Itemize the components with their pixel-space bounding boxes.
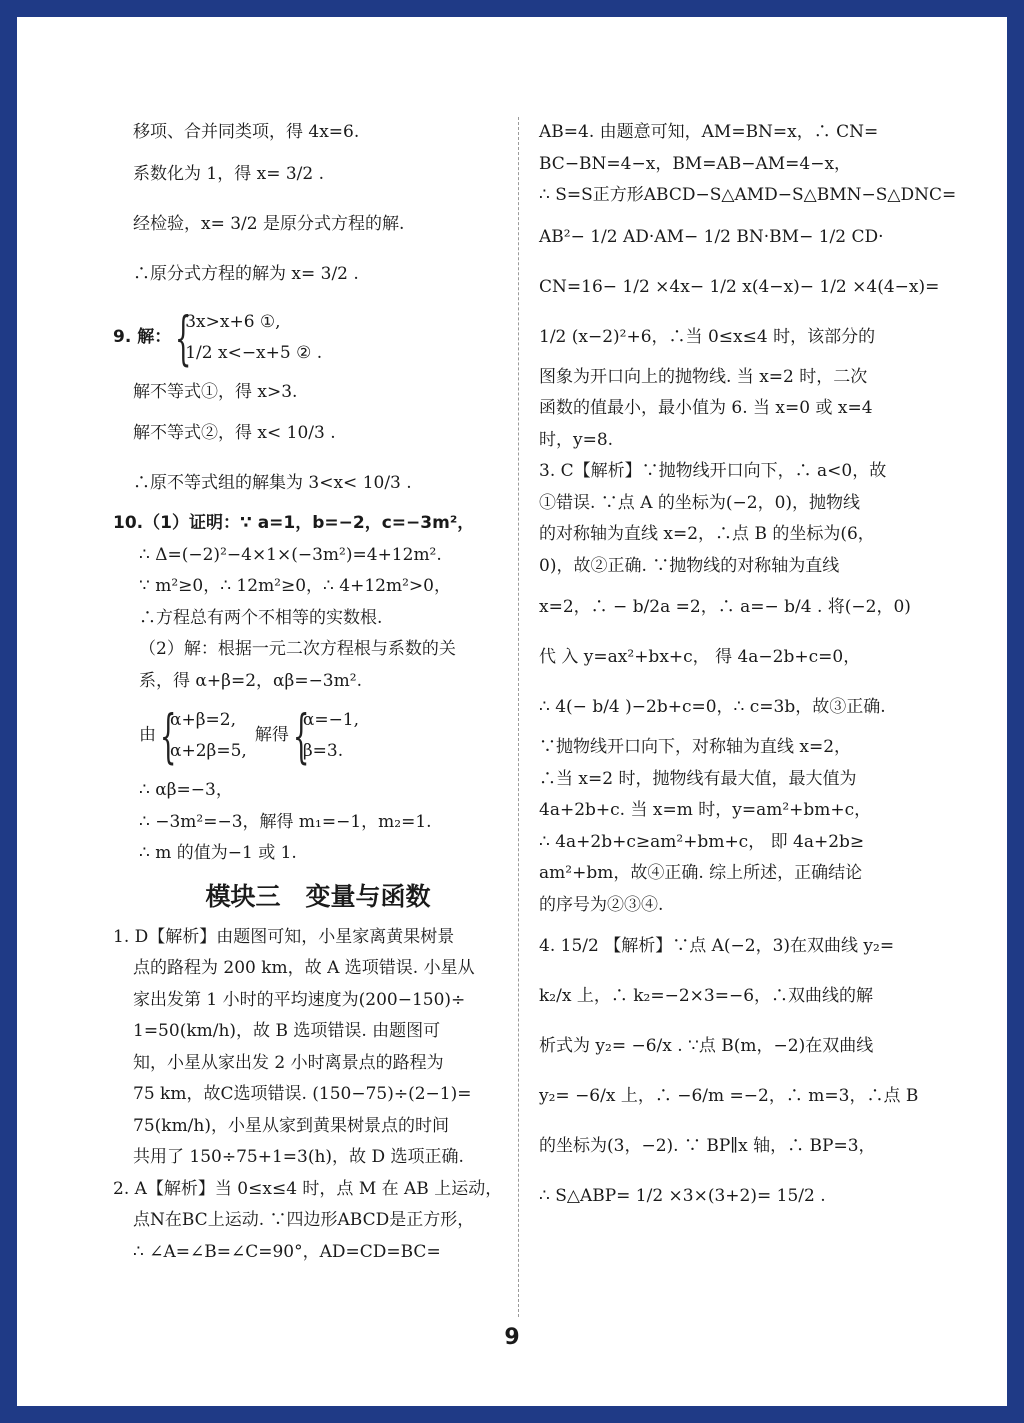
text-line: 4a+2b+c. 当 x=m 时，y=am²+bm+c， [539, 800, 872, 820]
text-line: ∴原分式方程的解为 x= 3/2 . [133, 263, 359, 284]
text-line: y₂= −6/x 上，∴ −6/m =−2，∴ m=3，∴点 B [539, 1086, 919, 1106]
text-line: ∴ S=S正方形ABCD−S△AMD−S△BMN−S△DNC= [539, 185, 957, 205]
text-line: ∴ ∠A=∠B=∠C=90°，AD=CD=BC= [133, 1241, 441, 1262]
system-line: 3x>x+6 ①, [185, 311, 281, 332]
text-line: 析式为 y₂= −6/x . ∵点 B(m，−2)在双曲线 [539, 1036, 874, 1056]
text-line: ∴ Δ=(−2)²−4×1×(−3m²)=4+12m². [139, 544, 442, 565]
brace-icon: { [292, 702, 310, 770]
system-line: α+2β=5, [170, 741, 247, 761]
system-line: 1/2 x<−x+5 ② . [185, 342, 323, 363]
system-line: β=3. [302, 741, 344, 761]
text-line: 1=50(km/h)，故 B 选项错误. 由题图可 [133, 1021, 441, 1041]
text-line: 系数化为 1，得 x= 3/2 . [133, 163, 325, 184]
text-line: ∴ αβ=−3， [139, 780, 233, 800]
text-line: k₂/x 上，∴ k₂=−2×3=−6，∴双曲线的解 [539, 986, 874, 1006]
text-line: 解不等式①，得 x>3. [133, 381, 298, 402]
text-line: ∵ m²≥0，∴ 12m²≥0，∴ 4+12m²>0， [139, 576, 451, 596]
page [17, 17, 1007, 1406]
text-line: 4. 15/2 【解析】∵点 A(−2，3)在双曲线 y₂= [539, 936, 895, 956]
text-line: 2. A【解析】当 0≤x≤4 时，点 M 在 AB 上运动， [113, 1178, 503, 1199]
text-line: 共用了 150÷75+1=3(h)，故 D 选项正确. [133, 1147, 464, 1167]
text-line: 函数的值最小，最小值为 6. 当 x=0 或 x=4 [539, 398, 873, 418]
question-label: 9. 解： [113, 326, 172, 347]
column-divider [518, 117, 519, 1317]
q10-system [113, 701, 503, 771]
text-line: ∵抛物线开口向下，对称轴为直线 x=2， [539, 737, 852, 757]
text-line: 1/2 (x−2)²+6，∴当 0≤x≤4 时，该部分的 [539, 326, 876, 347]
text-line: ∴ 4(− b/4 )−2b+c=0，∴ c=3b，故③正确. [539, 697, 886, 717]
system-mid: 解得 [254, 725, 289, 746]
text-line: 的对称轴为直线 x=2，∴点 B 的坐标为(6， [539, 524, 875, 544]
text-line: AB=4. 由题意可知，AM=BN=x，∴ CN= [539, 122, 879, 142]
text-line: 的坐标为(3，−2). ∵ BP∥x 轴，∴ BP=3， [539, 1136, 876, 1156]
text-line: 0)，故②正确. ∵抛物线的对称轴为直线 [539, 555, 840, 576]
text-line: BC−BN=4−x，BM=AB−AM=4−x， [539, 153, 852, 174]
text-line: 家出发第 1 小时的平均速度为(200−150)÷ [133, 989, 466, 1010]
text-line: 时，y=8. [539, 429, 614, 450]
text-line: 3. C【解析】∵抛物线开口向下，∴ a<0，故 [539, 461, 887, 481]
system-prefix: 由 [139, 725, 156, 746]
text-line: ∴ m 的值为−1 或 1. [139, 843, 297, 863]
text-line: ①错误. ∵点 A 的坐标为(−2，0)，抛物线 [539, 492, 861, 513]
right-column [539, 117, 957, 1221]
text-line: 1. D【解析】由题图可知，小星家离黄果树景 [113, 926, 455, 947]
system-line: α=−1, [302, 710, 360, 730]
text-line: ∴ 4a+2b+c≥am²+bm+c， 即 4a+2b≥ [539, 831, 865, 852]
text-line: ∴方程总有两个不相等的实数根. [139, 607, 383, 628]
text-line: 图象为开口向上的抛物线. 当 x=2 时，二次 [539, 366, 868, 387]
brace-icon: { [175, 303, 192, 372]
q9-system [113, 303, 503, 373]
text-line: am²+bm，故④正确. 综上所述，正确结论 [539, 863, 863, 883]
system-line: α+β=2, [170, 710, 237, 730]
text-line: ∴ S△ABP= 1/2 ×3×(3+2)= 15/2 . [539, 1186, 826, 1206]
text-line: 移项、合并同类项，得 4x=6. [133, 122, 360, 142]
text-line: 75 km，故C选项错误. (150−75)÷(2−1)= [133, 1084, 472, 1104]
text-line: 解不等式②，得 x< 10/3 . [133, 423, 336, 443]
question-label: 10.（1）证明：∵ a=1，b=−2，c=−3m²， [113, 513, 475, 533]
text-line: 系，得 α+β=2，αβ=−3m². [139, 670, 362, 691]
text-line: CN=16− 1/2 ×4x− 1/2 x(4−x)− 1/2 ×4(4−x)= [539, 276, 940, 297]
text-line: 经检验，x= 3/2 是原分式方程的解. [133, 213, 405, 234]
text-line: AB²− 1/2 AD·AM− 1/2 BN·BM− 1/2 CD· [539, 226, 884, 247]
text-line: 代 入 y=ax²+bx+c， 得 4a−2b+c=0， [539, 647, 861, 667]
text-line: x=2，∴ − b/2a =2，∴ a=− b/4 . 将(−2，0) [539, 597, 911, 617]
text-line: 点的路程为 200 km，故 A 选项错误. 小星从 [133, 958, 475, 978]
text-line: ∴ −3m²=−3，解得 m₁=−1，m₂=1. [139, 811, 432, 832]
text-line: 的序号为②③④. [539, 894, 664, 915]
text-line: 知，小星从家出发 2 小时离景点的路程为 [133, 1052, 444, 1073]
text-line: 75(km/h)，小星从家到黄果树景点的时间 [133, 1115, 449, 1136]
text-line: （2）解：根据一元二次方程根与系数的关 [139, 639, 456, 659]
section-title: 模块三 变量与函数 [205, 881, 431, 911]
text-line: ∴当 x=2 时，抛物线有最大值，最大值为 [539, 768, 857, 789]
page-number: 9 [504, 1325, 520, 1350]
text-line: ∴原不等式组的解集为 3<x< 10/3 . [133, 473, 412, 493]
text-line: 点N在BC上运动. ∵四边形ABCD是正方形， [133, 1210, 475, 1230]
left-column [113, 117, 503, 1268]
brace-icon: { [159, 702, 177, 770]
